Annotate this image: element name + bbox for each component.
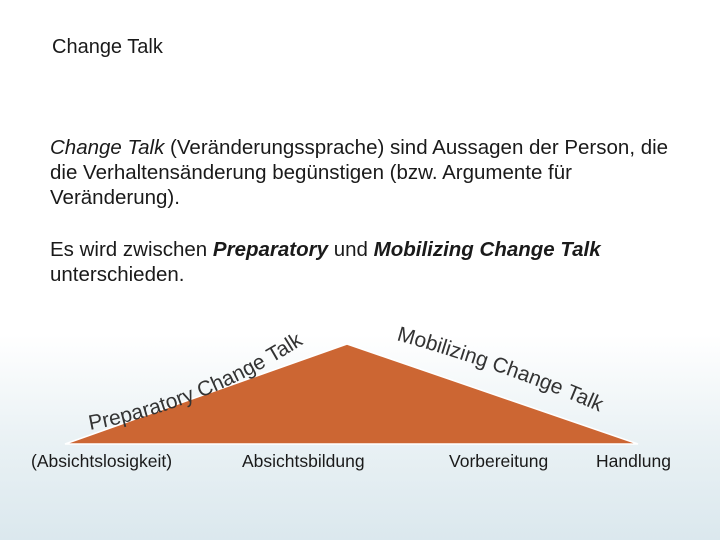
distinction-text-1: Es wird zwischen (50, 238, 213, 261)
stage-preparation: Vorbereitung (449, 451, 549, 471)
distinction-paragraph (50, 237, 700, 287)
mobilizing-term: Mobilizing Change Talk (373, 238, 601, 261)
distinction-text-3: unterschieden. (50, 263, 185, 286)
distinction-text-2: und (328, 238, 374, 261)
definition-paragraph (50, 135, 700, 210)
stage-precontemplation: (Absichtslosigkeit) (31, 451, 173, 471)
stage-action: Handlung (596, 451, 671, 471)
preparatory-term: Preparatory (212, 238, 329, 261)
mobilizing-label: Mobilizing Change Talk (394, 322, 607, 417)
definition-text: (Veränderungssprache) sind Aussagen der Person, die die Verhaltensänderung begünstigen (bzw. Argumente für Veränderung). (50, 136, 669, 209)
stage-contemplation: Absichtsbildung (242, 451, 365, 471)
preparatory-label: Preparatory Change Talk (86, 328, 307, 435)
slide-title: Change Talk (52, 36, 163, 58)
change-talk-term: Change Talk (50, 136, 165, 159)
change-talk-diagram (0, 300, 720, 470)
